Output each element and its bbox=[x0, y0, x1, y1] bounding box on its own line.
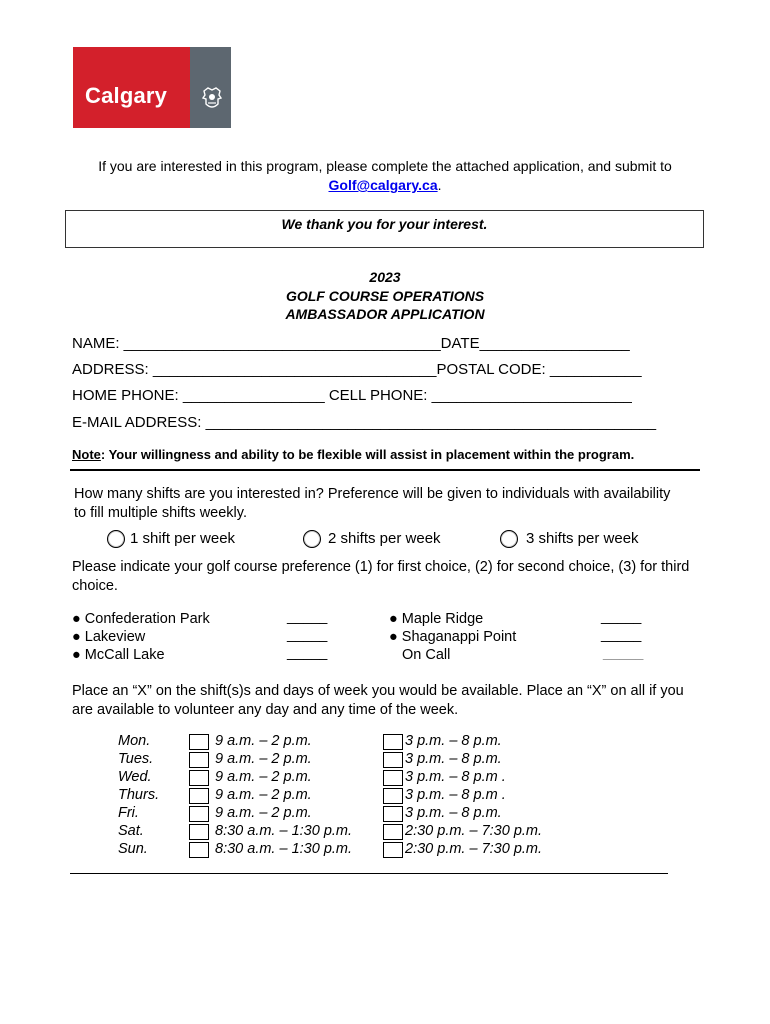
radio-1-shift-label: 1 shift per week bbox=[130, 530, 236, 547]
checkbox-friday-evening[interactable] bbox=[383, 806, 403, 822]
slot-friday-evening: 3 p.m. – 8 p.m. bbox=[405, 805, 502, 821]
email-link[interactable]: Golf@calgary.ca bbox=[328, 177, 438, 193]
slot-saturday-evening: 2:30 p.m. – 7:30 p.m. bbox=[405, 823, 543, 839]
course-shaganappi-point: ● Shaganappi Point bbox=[389, 629, 517, 645]
title-line-2: AMBASSADOR APPLICATION bbox=[285, 306, 485, 322]
rank-confederation-park[interactable]: _____ bbox=[287, 609, 328, 625]
radio-2-shifts-label: 2 shifts per week bbox=[328, 530, 441, 547]
slot-sunday-evening: 2:30 p.m. – 7:30 p.m. bbox=[405, 841, 543, 857]
slot-monday-morning: 9 a.m. – 2 p.m. bbox=[215, 733, 312, 749]
slot-saturday-morning: 8:30 a.m. – 1:30 p.m. bbox=[215, 823, 353, 839]
checkbox-wednesday-evening[interactable] bbox=[383, 770, 403, 786]
day-thursday: Thurs. bbox=[118, 787, 160, 803]
thanks-box bbox=[65, 210, 704, 248]
email-field[interactable]: E-MAIL ADDRESS: ______________________________________________________ bbox=[72, 414, 657, 431]
checkbox-sunday-evening[interactable] bbox=[383, 842, 403, 858]
title-year: 2023 bbox=[369, 269, 401, 285]
course-maple-ridge: ● Maple Ridge bbox=[389, 611, 484, 627]
slot-thursday-morning: 9 a.m. – 2 p.m. bbox=[215, 787, 312, 803]
checkbox-tuesday-morning[interactable] bbox=[189, 752, 209, 768]
bottom-divider bbox=[70, 873, 668, 874]
slot-sunday-morning: 8:30 a.m. – 1:30 p.m. bbox=[215, 841, 353, 857]
slot-monday-evening: 3 p.m. – 8 p.m. bbox=[405, 733, 502, 749]
rank-mccall-lake[interactable]: _____ bbox=[287, 645, 328, 661]
intro-text: If you are interested in this program, please complete the attached application, and submit to bbox=[98, 158, 672, 174]
rank-shaganappi-point[interactable]: _____ bbox=[601, 627, 642, 643]
name-date-field[interactable]: NAME: ______________________________________DATE__________________ bbox=[72, 335, 630, 352]
divider bbox=[70, 469, 700, 471]
day-sunday: Sun. bbox=[118, 841, 148, 857]
phone-field[interactable]: HOME PHONE: _________________ CELL PHONE: ________________________ bbox=[72, 387, 632, 404]
checkbox-tuesday-evening[interactable] bbox=[383, 752, 403, 768]
day-friday: Fri. bbox=[118, 805, 139, 821]
course-confederation-park: ● Confederation Park bbox=[72, 611, 210, 627]
day-monday: Mon. bbox=[118, 733, 151, 749]
rank-on-call[interactable]: _____ bbox=[603, 645, 644, 661]
course-on-call: On Call bbox=[402, 647, 451, 663]
note-text: : Your willingness and ability to be flexible will assist in placement within the program. bbox=[100, 447, 635, 462]
rank-lakeview[interactable]: _____ bbox=[287, 627, 328, 643]
checkbox-thursday-evening[interactable] bbox=[383, 788, 403, 804]
radio-2-shifts[interactable] bbox=[303, 530, 321, 548]
note-key: Note bbox=[72, 447, 101, 462]
calgary-logo bbox=[73, 47, 231, 128]
day-wednesday: Wed. bbox=[118, 769, 152, 785]
checkbox-saturday-evening[interactable] bbox=[383, 824, 403, 840]
slot-tuesday-morning: 9 a.m. – 2 p.m. bbox=[215, 751, 312, 767]
slot-wednesday-evening: 3 p.m. – 8 p.m . bbox=[405, 769, 506, 785]
title-line-1: GOLF COURSE OPERATIONS bbox=[285, 288, 485, 304]
radio-3-shifts-label: 3 shifts per week bbox=[526, 530, 639, 547]
rank-maple-ridge[interactable]: _____ bbox=[601, 609, 642, 625]
day-tuesday: Tues. bbox=[118, 751, 154, 767]
thanks-text: We thank you for your interest. bbox=[281, 216, 488, 232]
checkbox-saturday-morning[interactable] bbox=[189, 824, 209, 840]
city-crest-icon bbox=[200, 85, 224, 111]
radio-1-shift[interactable] bbox=[107, 530, 125, 548]
course-lakeview: ● Lakeview bbox=[72, 629, 146, 645]
intro-period: . bbox=[437, 177, 442, 193]
checkbox-thursday-morning[interactable] bbox=[189, 788, 209, 804]
checkbox-sunday-morning[interactable] bbox=[189, 842, 209, 858]
checkbox-wednesday-morning[interactable] bbox=[189, 770, 209, 786]
shifts-question: How many shifts are you interested in? Preference will be given to individuals with availability to fill multiple shifts weekly. bbox=[74, 486, 671, 521]
slot-wednesday-morning: 9 a.m. – 2 p.m. bbox=[215, 769, 312, 785]
radio-3-shifts[interactable] bbox=[500, 530, 518, 548]
slot-friday-morning: 9 a.m. – 2 p.m. bbox=[215, 805, 312, 821]
course-mccall-lake: ● McCall Lake bbox=[72, 647, 165, 663]
preference-question: Please indicate your golf course preference (1) for first choice, (2) for second choice, (3) for third choice. bbox=[72, 559, 690, 594]
checkbox-monday-evening[interactable] bbox=[383, 734, 403, 750]
checkbox-friday-morning[interactable] bbox=[189, 806, 209, 822]
day-saturday: Sat. bbox=[118, 823, 144, 839]
intro-paragraph bbox=[40, 157, 730, 195]
availability-instructions: Place an “X” on the shift(s)s and days of week you would be available. Place an “X” on all if you are available to volunteer any day and any time of the week. bbox=[72, 683, 684, 718]
address-postal-field[interactable]: ADDRESS: __________________________________POSTAL CODE: ___________ bbox=[72, 361, 642, 378]
note bbox=[72, 447, 634, 462]
slot-thursday-evening: 3 p.m. – 8 p.m . bbox=[405, 787, 506, 803]
logo-wordmark: Calgary bbox=[85, 83, 168, 108]
slot-tuesday-evening: 3 p.m. – 8 p.m. bbox=[405, 751, 502, 767]
checkbox-monday-morning[interactable] bbox=[189, 734, 209, 750]
